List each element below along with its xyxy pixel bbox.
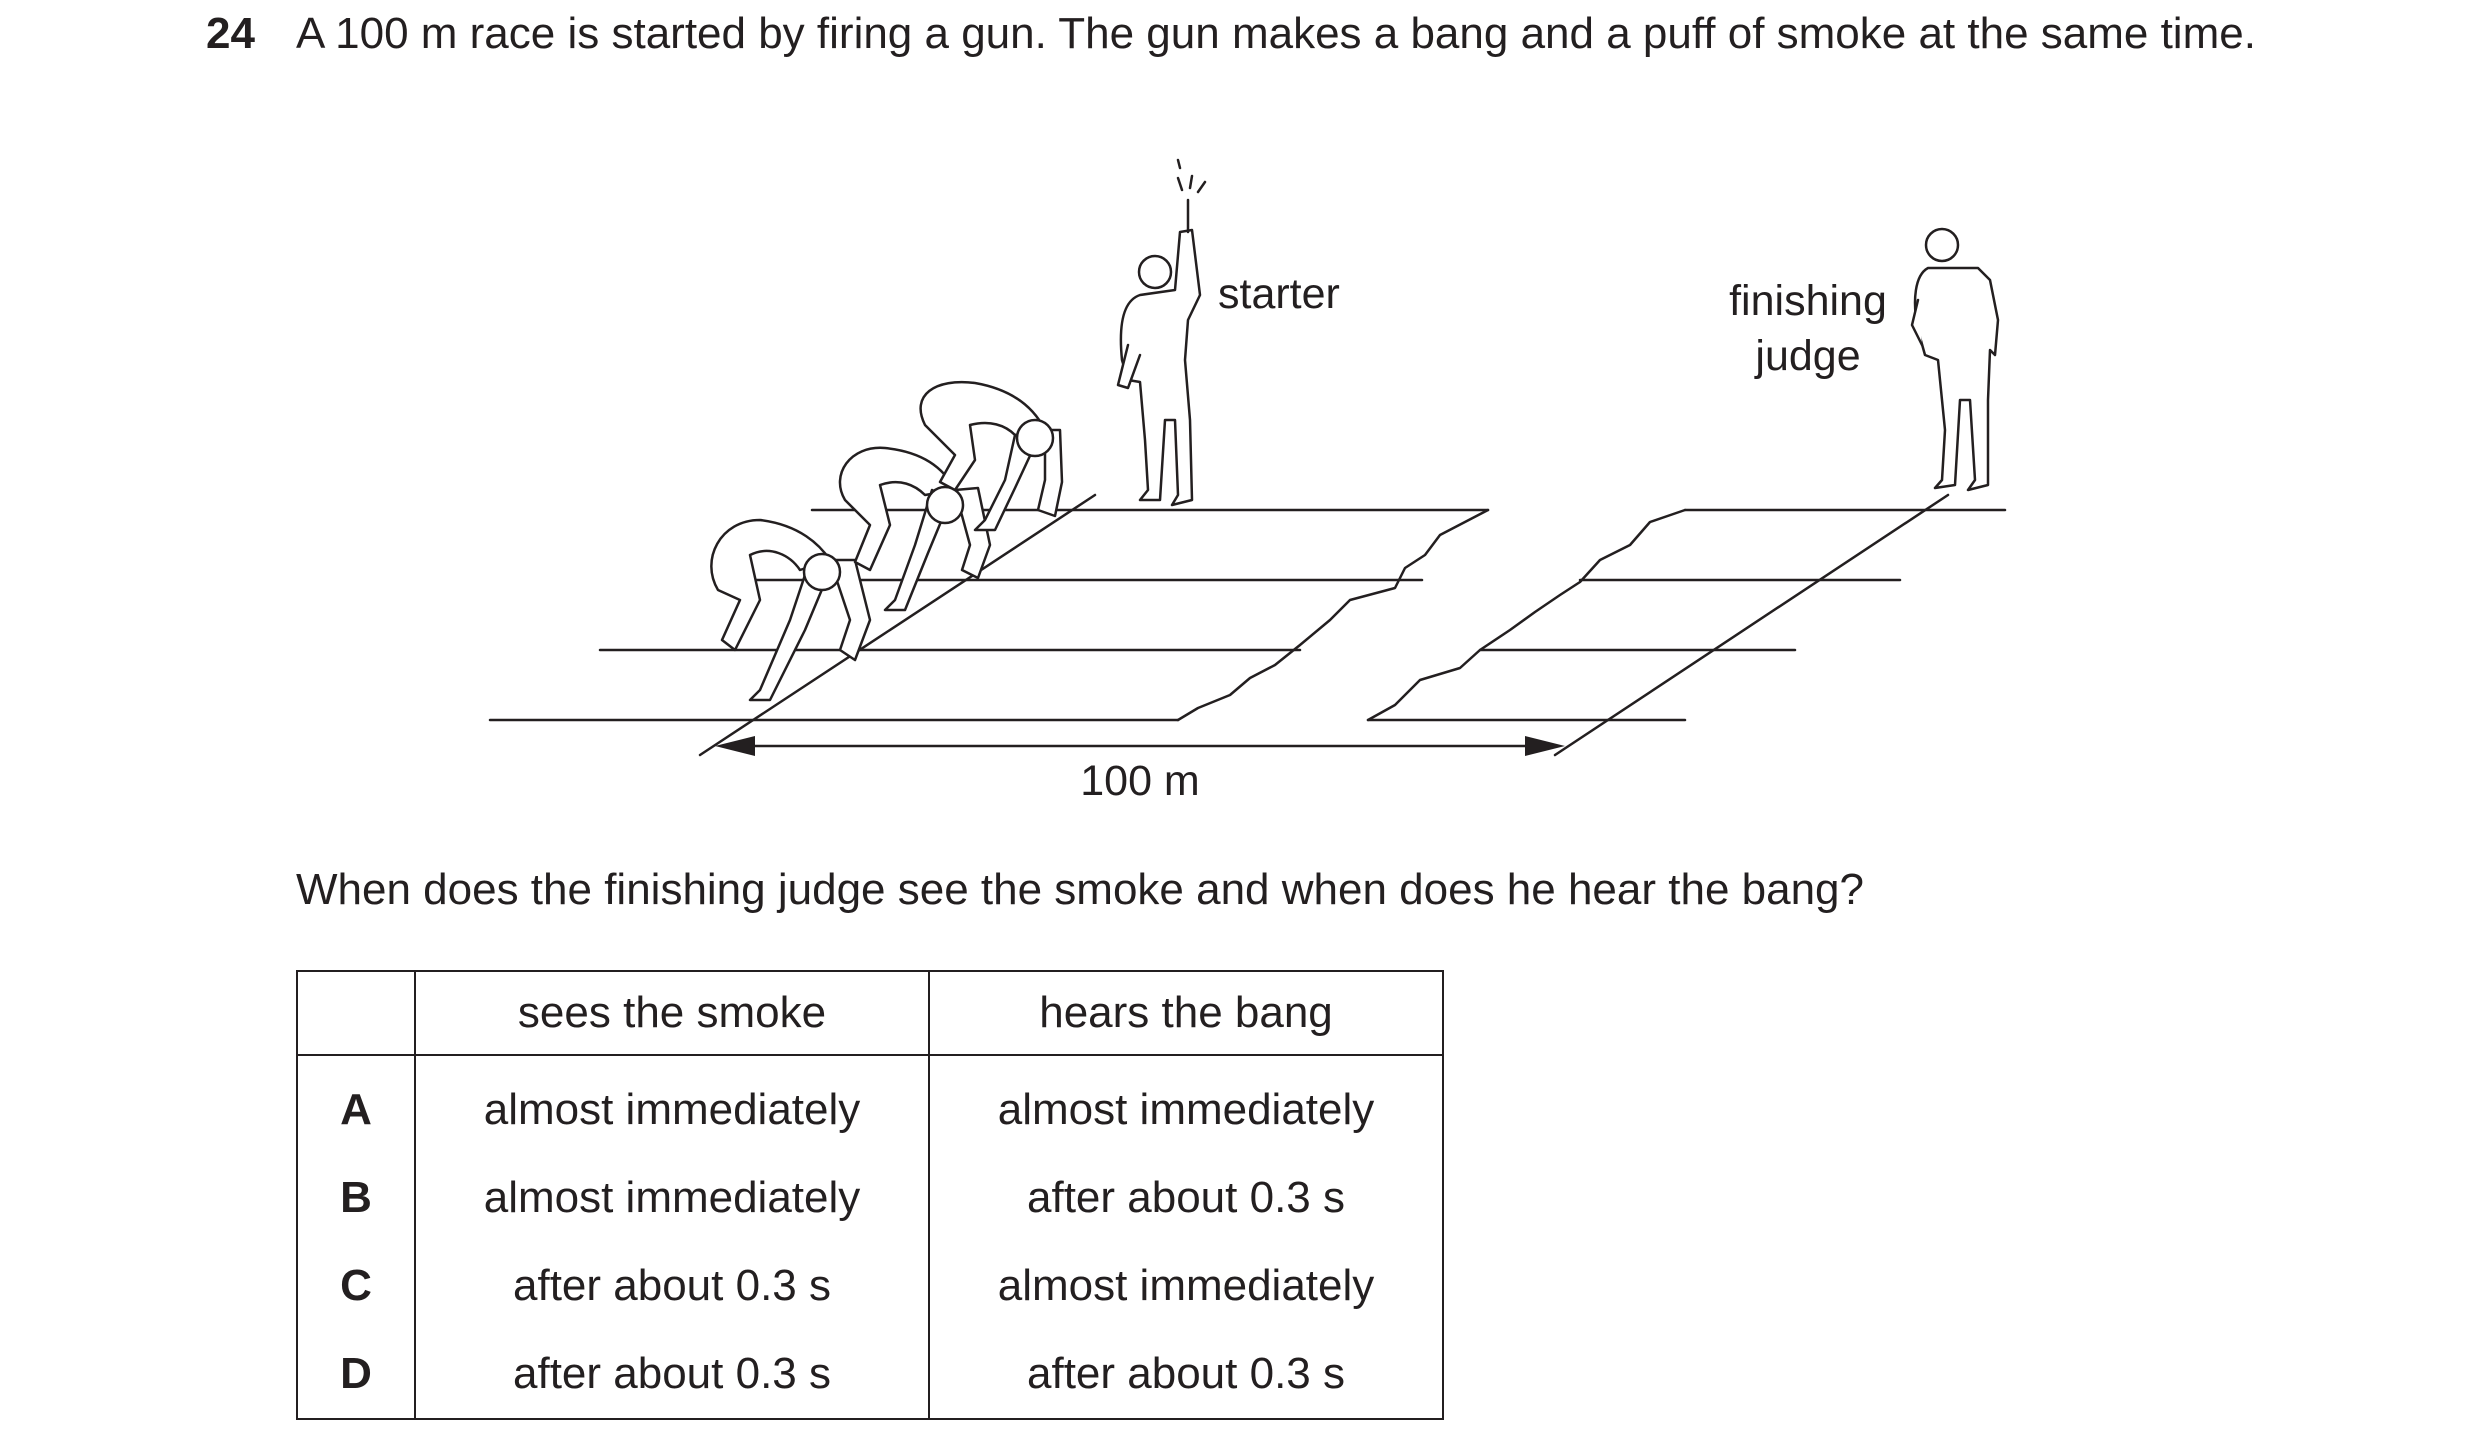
option-letter[interactable]: D — [297, 1330, 415, 1419]
runner-1 — [711, 520, 870, 700]
question-number: 24 — [206, 9, 255, 58]
option-smoke: almost immediately — [415, 1154, 929, 1242]
option-bang: almost immediately — [929, 1055, 1443, 1154]
header-bang: hears the bang — [929, 971, 1443, 1055]
question-prompt: When does the finishing judge see the smoke and when does he hear the bang? — [296, 865, 1864, 914]
option-bang: almost immediately — [929, 1242, 1443, 1330]
option-letter[interactable]: A — [297, 1055, 415, 1154]
label-distance: 100 m — [1080, 757, 1200, 805]
track-break-left — [1178, 510, 1488, 720]
arrowhead-left — [715, 736, 755, 756]
option-smoke: after about 0.3 s — [415, 1242, 929, 1330]
label-judge-line1: finishing — [1729, 277, 1887, 325]
label-judge-line2: judge — [1755, 332, 1861, 380]
answer-table — [296, 970, 1444, 1420]
table-header-row — [297, 971, 1443, 1055]
header-empty-cell — [297, 971, 415, 1055]
option-smoke: after about 0.3 s — [415, 1330, 929, 1419]
finish-line — [1555, 495, 1948, 755]
option-bang: after about 0.3 s — [929, 1330, 1443, 1419]
table-row — [297, 1330, 1443, 1419]
option-smoke: almost immediately — [415, 1055, 929, 1154]
table-row — [297, 1242, 1443, 1330]
question-text: A 100 m race is started by firing a gun. The gun makes a bang and a puff of smoke at the same time. — [296, 9, 2256, 58]
label-starter: starter — [1218, 270, 1340, 318]
header-smoke: sees the smoke — [415, 971, 929, 1055]
judge-figure — [1912, 229, 1998, 490]
option-bang: after about 0.3 s — [929, 1154, 1443, 1242]
option-letter[interactable]: B — [297, 1154, 415, 1242]
option-letter[interactable]: C — [297, 1242, 415, 1330]
starter-figure — [1118, 160, 1205, 505]
track-break-right — [1368, 510, 1685, 720]
table-row — [297, 1154, 1443, 1242]
table-row — [297, 1055, 1443, 1154]
